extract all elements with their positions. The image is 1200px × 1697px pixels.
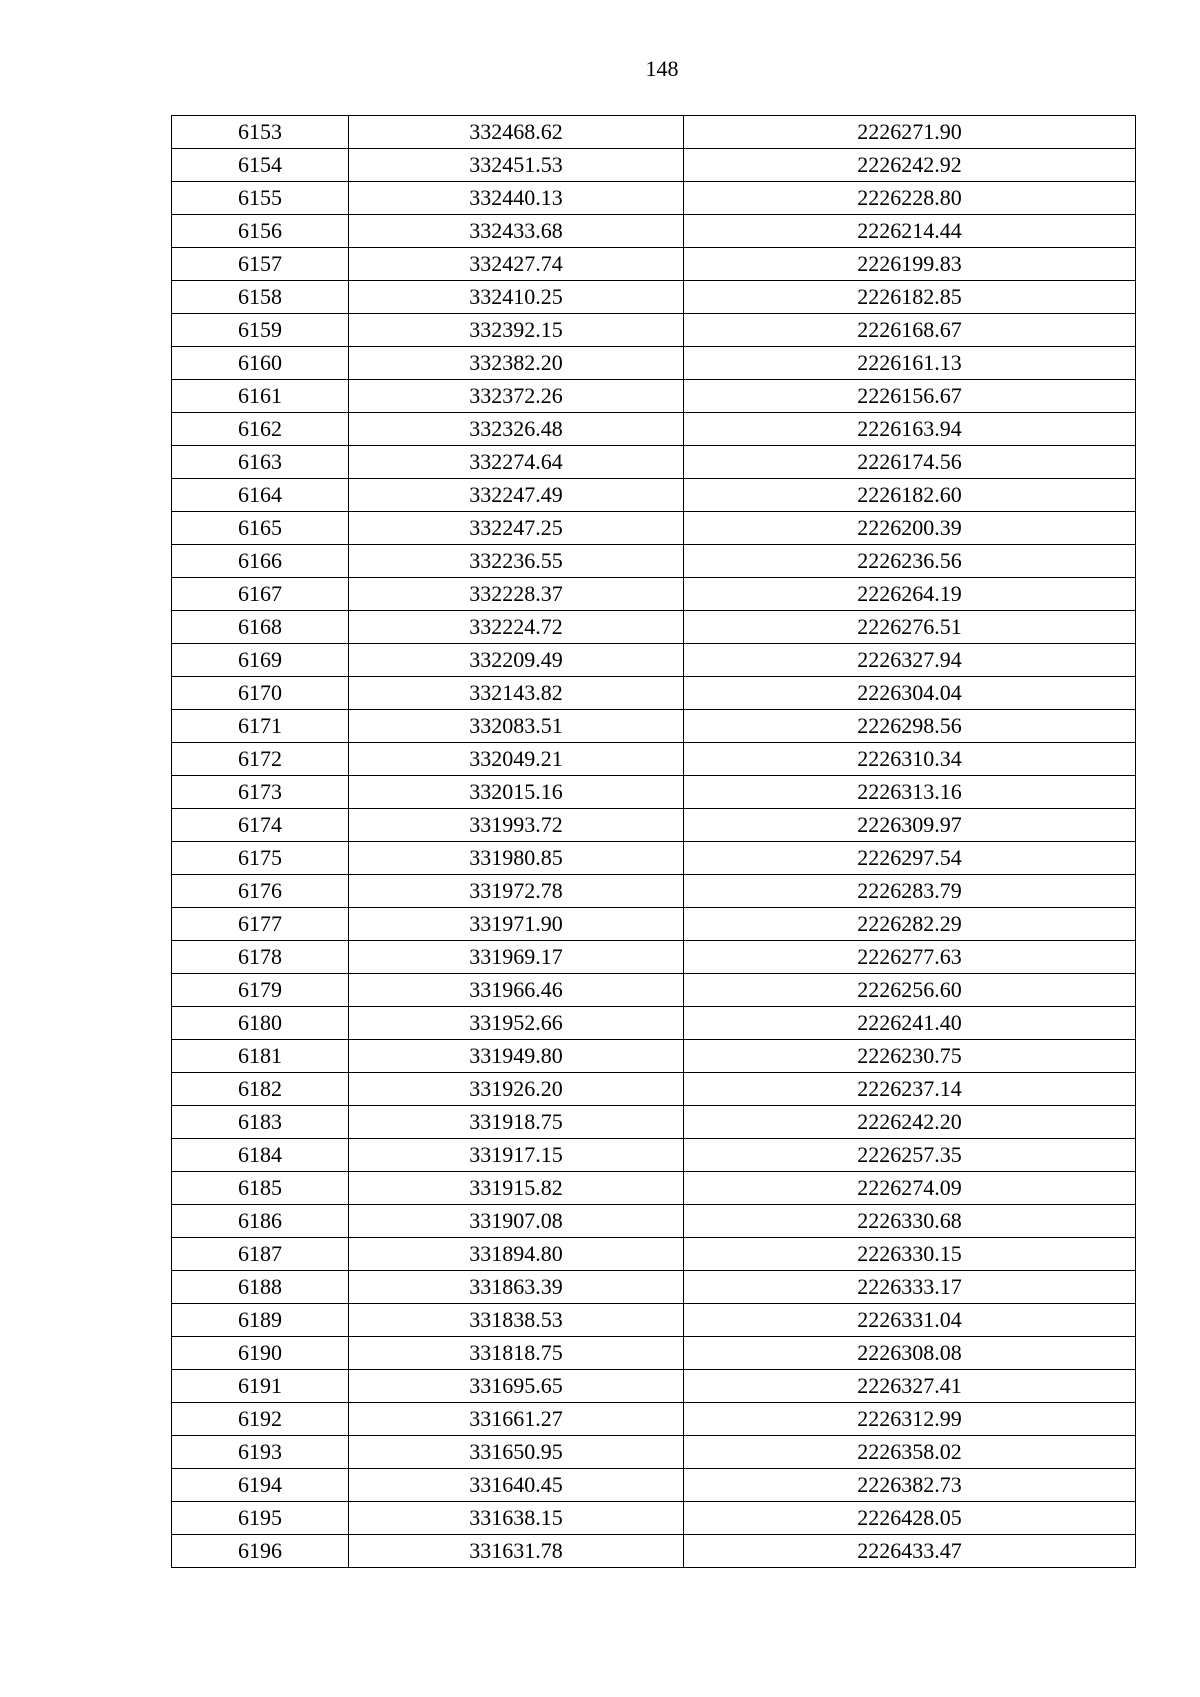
point-number-cell: 6159 bbox=[172, 314, 349, 347]
y-coordinate-cell: 2226182.60 bbox=[684, 479, 1136, 512]
table-row bbox=[172, 908, 1136, 941]
x-coordinate-cell: 331915.82 bbox=[349, 1172, 684, 1205]
y-coordinate-cell: 2226308.08 bbox=[684, 1337, 1136, 1370]
table-row bbox=[172, 1007, 1136, 1040]
point-number-cell: 6161 bbox=[172, 380, 349, 413]
coordinates-table bbox=[171, 115, 1136, 1568]
y-coordinate-cell: 2226304.04 bbox=[684, 677, 1136, 710]
x-coordinate-cell: 332326.48 bbox=[349, 413, 684, 446]
x-coordinate-cell: 332228.37 bbox=[349, 578, 684, 611]
x-coordinate-cell: 332236.55 bbox=[349, 545, 684, 578]
table-row bbox=[172, 182, 1136, 215]
x-coordinate-cell: 331640.45 bbox=[349, 1469, 684, 1502]
y-coordinate-cell: 2226199.83 bbox=[684, 248, 1136, 281]
table-row bbox=[172, 1337, 1136, 1370]
x-coordinate-cell: 332143.82 bbox=[349, 677, 684, 710]
x-coordinate-cell: 331980.85 bbox=[349, 842, 684, 875]
y-coordinate-cell: 2226358.02 bbox=[684, 1436, 1136, 1469]
point-number-cell: 6154 bbox=[172, 149, 349, 182]
y-coordinate-cell: 2226168.67 bbox=[684, 314, 1136, 347]
y-coordinate-cell: 2226242.92 bbox=[684, 149, 1136, 182]
y-coordinate-cell: 2226237.14 bbox=[684, 1073, 1136, 1106]
x-coordinate-cell: 332427.74 bbox=[349, 248, 684, 281]
point-number-cell: 6194 bbox=[172, 1469, 349, 1502]
x-coordinate-cell: 331918.75 bbox=[349, 1106, 684, 1139]
point-number-cell: 6179 bbox=[172, 974, 349, 1007]
point-number-cell: 6187 bbox=[172, 1238, 349, 1271]
point-number-cell: 6168 bbox=[172, 611, 349, 644]
x-coordinate-cell: 331972.78 bbox=[349, 875, 684, 908]
table-row bbox=[172, 281, 1136, 314]
point-number-cell: 6162 bbox=[172, 413, 349, 446]
table-row bbox=[172, 776, 1136, 809]
y-coordinate-cell: 2226327.41 bbox=[684, 1370, 1136, 1403]
x-coordinate-cell: 331695.65 bbox=[349, 1370, 684, 1403]
table-row bbox=[172, 611, 1136, 644]
y-coordinate-cell: 2226330.68 bbox=[684, 1205, 1136, 1238]
y-coordinate-cell: 2226310.34 bbox=[684, 743, 1136, 776]
x-coordinate-cell: 332440.13 bbox=[349, 182, 684, 215]
point-number-cell: 6189 bbox=[172, 1304, 349, 1337]
point-number-cell: 6184 bbox=[172, 1139, 349, 1172]
x-coordinate-cell: 331907.08 bbox=[349, 1205, 684, 1238]
x-coordinate-cell: 331838.53 bbox=[349, 1304, 684, 1337]
point-number-cell: 6191 bbox=[172, 1370, 349, 1403]
x-coordinate-cell: 332209.49 bbox=[349, 644, 684, 677]
x-coordinate-cell: 332083.51 bbox=[349, 710, 684, 743]
table-row bbox=[172, 380, 1136, 413]
point-number-cell: 6172 bbox=[172, 743, 349, 776]
y-coordinate-cell: 2226277.63 bbox=[684, 941, 1136, 974]
y-coordinate-cell: 2226283.79 bbox=[684, 875, 1136, 908]
point-number-cell: 6196 bbox=[172, 1535, 349, 1568]
x-coordinate-cell: 332468.62 bbox=[349, 116, 684, 149]
x-coordinate-cell: 332247.25 bbox=[349, 512, 684, 545]
y-coordinate-cell: 2226428.05 bbox=[684, 1502, 1136, 1535]
table-row bbox=[172, 1205, 1136, 1238]
table-row bbox=[172, 248, 1136, 281]
y-coordinate-cell: 2226274.09 bbox=[684, 1172, 1136, 1205]
x-coordinate-cell: 332433.68 bbox=[349, 215, 684, 248]
y-coordinate-cell: 2226313.16 bbox=[684, 776, 1136, 809]
table-row bbox=[172, 644, 1136, 677]
table-row bbox=[172, 545, 1136, 578]
point-number-cell: 6165 bbox=[172, 512, 349, 545]
point-number-cell: 6158 bbox=[172, 281, 349, 314]
x-coordinate-cell: 331818.75 bbox=[349, 1337, 684, 1370]
y-coordinate-cell: 2226200.39 bbox=[684, 512, 1136, 545]
y-coordinate-cell: 2226182.85 bbox=[684, 281, 1136, 314]
point-number-cell: 6166 bbox=[172, 545, 349, 578]
table-row bbox=[172, 512, 1136, 545]
point-number-cell: 6157 bbox=[172, 248, 349, 281]
table-row bbox=[172, 677, 1136, 710]
table-row bbox=[172, 1502, 1136, 1535]
point-number-cell: 6193 bbox=[172, 1436, 349, 1469]
y-coordinate-cell: 2226297.54 bbox=[684, 842, 1136, 875]
y-coordinate-cell: 2226330.15 bbox=[684, 1238, 1136, 1271]
x-coordinate-cell: 332224.72 bbox=[349, 611, 684, 644]
point-number-cell: 6180 bbox=[172, 1007, 349, 1040]
x-coordinate-cell: 331971.90 bbox=[349, 908, 684, 941]
table-row bbox=[172, 1139, 1136, 1172]
y-coordinate-cell: 2226156.67 bbox=[684, 380, 1136, 413]
point-number-cell: 6164 bbox=[172, 479, 349, 512]
table-row bbox=[172, 1304, 1136, 1337]
table-row bbox=[172, 1403, 1136, 1436]
table-row bbox=[172, 1238, 1136, 1271]
y-coordinate-cell: 2226214.44 bbox=[684, 215, 1136, 248]
y-coordinate-cell: 2226333.17 bbox=[684, 1271, 1136, 1304]
point-number-cell: 6173 bbox=[172, 776, 349, 809]
y-coordinate-cell: 2226331.04 bbox=[684, 1304, 1136, 1337]
table-row bbox=[172, 1073, 1136, 1106]
point-number-cell: 6171 bbox=[172, 710, 349, 743]
point-number-cell: 6155 bbox=[172, 182, 349, 215]
table-row bbox=[172, 1271, 1136, 1304]
table-row bbox=[172, 149, 1136, 182]
table-row bbox=[172, 578, 1136, 611]
table-row bbox=[172, 1370, 1136, 1403]
table-row bbox=[172, 842, 1136, 875]
y-coordinate-cell: 2226242.20 bbox=[684, 1106, 1136, 1139]
table-row bbox=[172, 710, 1136, 743]
x-coordinate-cell: 331969.17 bbox=[349, 941, 684, 974]
y-coordinate-cell: 2226327.94 bbox=[684, 644, 1136, 677]
table-row bbox=[172, 1106, 1136, 1139]
x-coordinate-cell: 331926.20 bbox=[349, 1073, 684, 1106]
point-number-cell: 6178 bbox=[172, 941, 349, 974]
y-coordinate-cell: 2226298.56 bbox=[684, 710, 1136, 743]
y-coordinate-cell: 2226228.80 bbox=[684, 182, 1136, 215]
point-number-cell: 6185 bbox=[172, 1172, 349, 1205]
point-number-cell: 6156 bbox=[172, 215, 349, 248]
table-row bbox=[172, 1172, 1136, 1205]
x-coordinate-cell: 331863.39 bbox=[349, 1271, 684, 1304]
table-row bbox=[172, 809, 1136, 842]
x-coordinate-cell: 331949.80 bbox=[349, 1040, 684, 1073]
x-coordinate-cell: 332274.64 bbox=[349, 446, 684, 479]
x-coordinate-cell: 332410.25 bbox=[349, 281, 684, 314]
point-number-cell: 6195 bbox=[172, 1502, 349, 1535]
point-number-cell: 6174 bbox=[172, 809, 349, 842]
x-coordinate-cell: 331966.46 bbox=[349, 974, 684, 1007]
y-coordinate-cell: 2226276.51 bbox=[684, 611, 1136, 644]
y-coordinate-cell: 2226309.97 bbox=[684, 809, 1136, 842]
point-number-cell: 6181 bbox=[172, 1040, 349, 1073]
point-number-cell: 6177 bbox=[172, 908, 349, 941]
point-number-cell: 6153 bbox=[172, 116, 349, 149]
point-number-cell: 6169 bbox=[172, 644, 349, 677]
point-number-cell: 6170 bbox=[172, 677, 349, 710]
x-coordinate-cell: 332451.53 bbox=[349, 149, 684, 182]
point-number-cell: 6190 bbox=[172, 1337, 349, 1370]
table-row bbox=[172, 1535, 1136, 1568]
y-coordinate-cell: 2226163.94 bbox=[684, 413, 1136, 446]
x-coordinate-cell: 331917.15 bbox=[349, 1139, 684, 1172]
y-coordinate-cell: 2226312.99 bbox=[684, 1403, 1136, 1436]
x-coordinate-cell: 331631.78 bbox=[349, 1535, 684, 1568]
table-row bbox=[172, 314, 1136, 347]
table-row bbox=[172, 974, 1136, 1007]
y-coordinate-cell: 2226174.56 bbox=[684, 446, 1136, 479]
x-coordinate-cell: 331638.15 bbox=[349, 1502, 684, 1535]
y-coordinate-cell: 2226271.90 bbox=[684, 116, 1136, 149]
y-coordinate-cell: 2226230.75 bbox=[684, 1040, 1136, 1073]
y-coordinate-cell: 2226433.47 bbox=[684, 1535, 1136, 1568]
x-coordinate-cell: 332247.49 bbox=[349, 479, 684, 512]
table-row bbox=[172, 1436, 1136, 1469]
y-coordinate-cell: 2226382.73 bbox=[684, 1469, 1136, 1502]
point-number-cell: 6175 bbox=[172, 842, 349, 875]
table-row bbox=[172, 743, 1136, 776]
y-coordinate-cell: 2226161.13 bbox=[684, 347, 1136, 380]
y-coordinate-cell: 2226236.56 bbox=[684, 545, 1136, 578]
x-coordinate-cell: 332049.21 bbox=[349, 743, 684, 776]
y-coordinate-cell: 2226241.40 bbox=[684, 1007, 1136, 1040]
x-coordinate-cell: 332382.20 bbox=[349, 347, 684, 380]
x-coordinate-cell: 331993.72 bbox=[349, 809, 684, 842]
table-row bbox=[172, 413, 1136, 446]
table-row bbox=[172, 347, 1136, 380]
point-number-cell: 6188 bbox=[172, 1271, 349, 1304]
table-row bbox=[172, 116, 1136, 149]
table-row bbox=[172, 1040, 1136, 1073]
x-coordinate-cell: 332372.26 bbox=[349, 380, 684, 413]
coordinates-table-body bbox=[172, 116, 1136, 1568]
x-coordinate-cell: 331661.27 bbox=[349, 1403, 684, 1436]
x-coordinate-cell: 331952.66 bbox=[349, 1007, 684, 1040]
y-coordinate-cell: 2226282.29 bbox=[684, 908, 1136, 941]
point-number-cell: 6186 bbox=[172, 1205, 349, 1238]
table-row bbox=[172, 215, 1136, 248]
y-coordinate-cell: 2226264.19 bbox=[684, 578, 1136, 611]
page-number: 148 bbox=[645, 56, 679, 81]
table-row bbox=[172, 479, 1136, 512]
y-coordinate-cell: 2226257.35 bbox=[684, 1139, 1136, 1172]
table-row bbox=[172, 941, 1136, 974]
point-number-cell: 6163 bbox=[172, 446, 349, 479]
x-coordinate-cell: 332015.16 bbox=[349, 776, 684, 809]
table-row bbox=[172, 1469, 1136, 1502]
x-coordinate-cell: 331650.95 bbox=[349, 1436, 684, 1469]
point-number-cell: 6167 bbox=[172, 578, 349, 611]
point-number-cell: 6176 bbox=[172, 875, 349, 908]
table-row bbox=[172, 446, 1136, 479]
table-row bbox=[172, 875, 1136, 908]
point-number-cell: 6183 bbox=[172, 1106, 349, 1139]
x-coordinate-cell: 331894.80 bbox=[349, 1238, 684, 1271]
point-number-cell: 6182 bbox=[172, 1073, 349, 1106]
x-coordinate-cell: 332392.15 bbox=[349, 314, 684, 347]
y-coordinate-cell: 2226256.60 bbox=[684, 974, 1136, 1007]
point-number-cell: 6192 bbox=[172, 1403, 349, 1436]
point-number-cell: 6160 bbox=[172, 347, 349, 380]
